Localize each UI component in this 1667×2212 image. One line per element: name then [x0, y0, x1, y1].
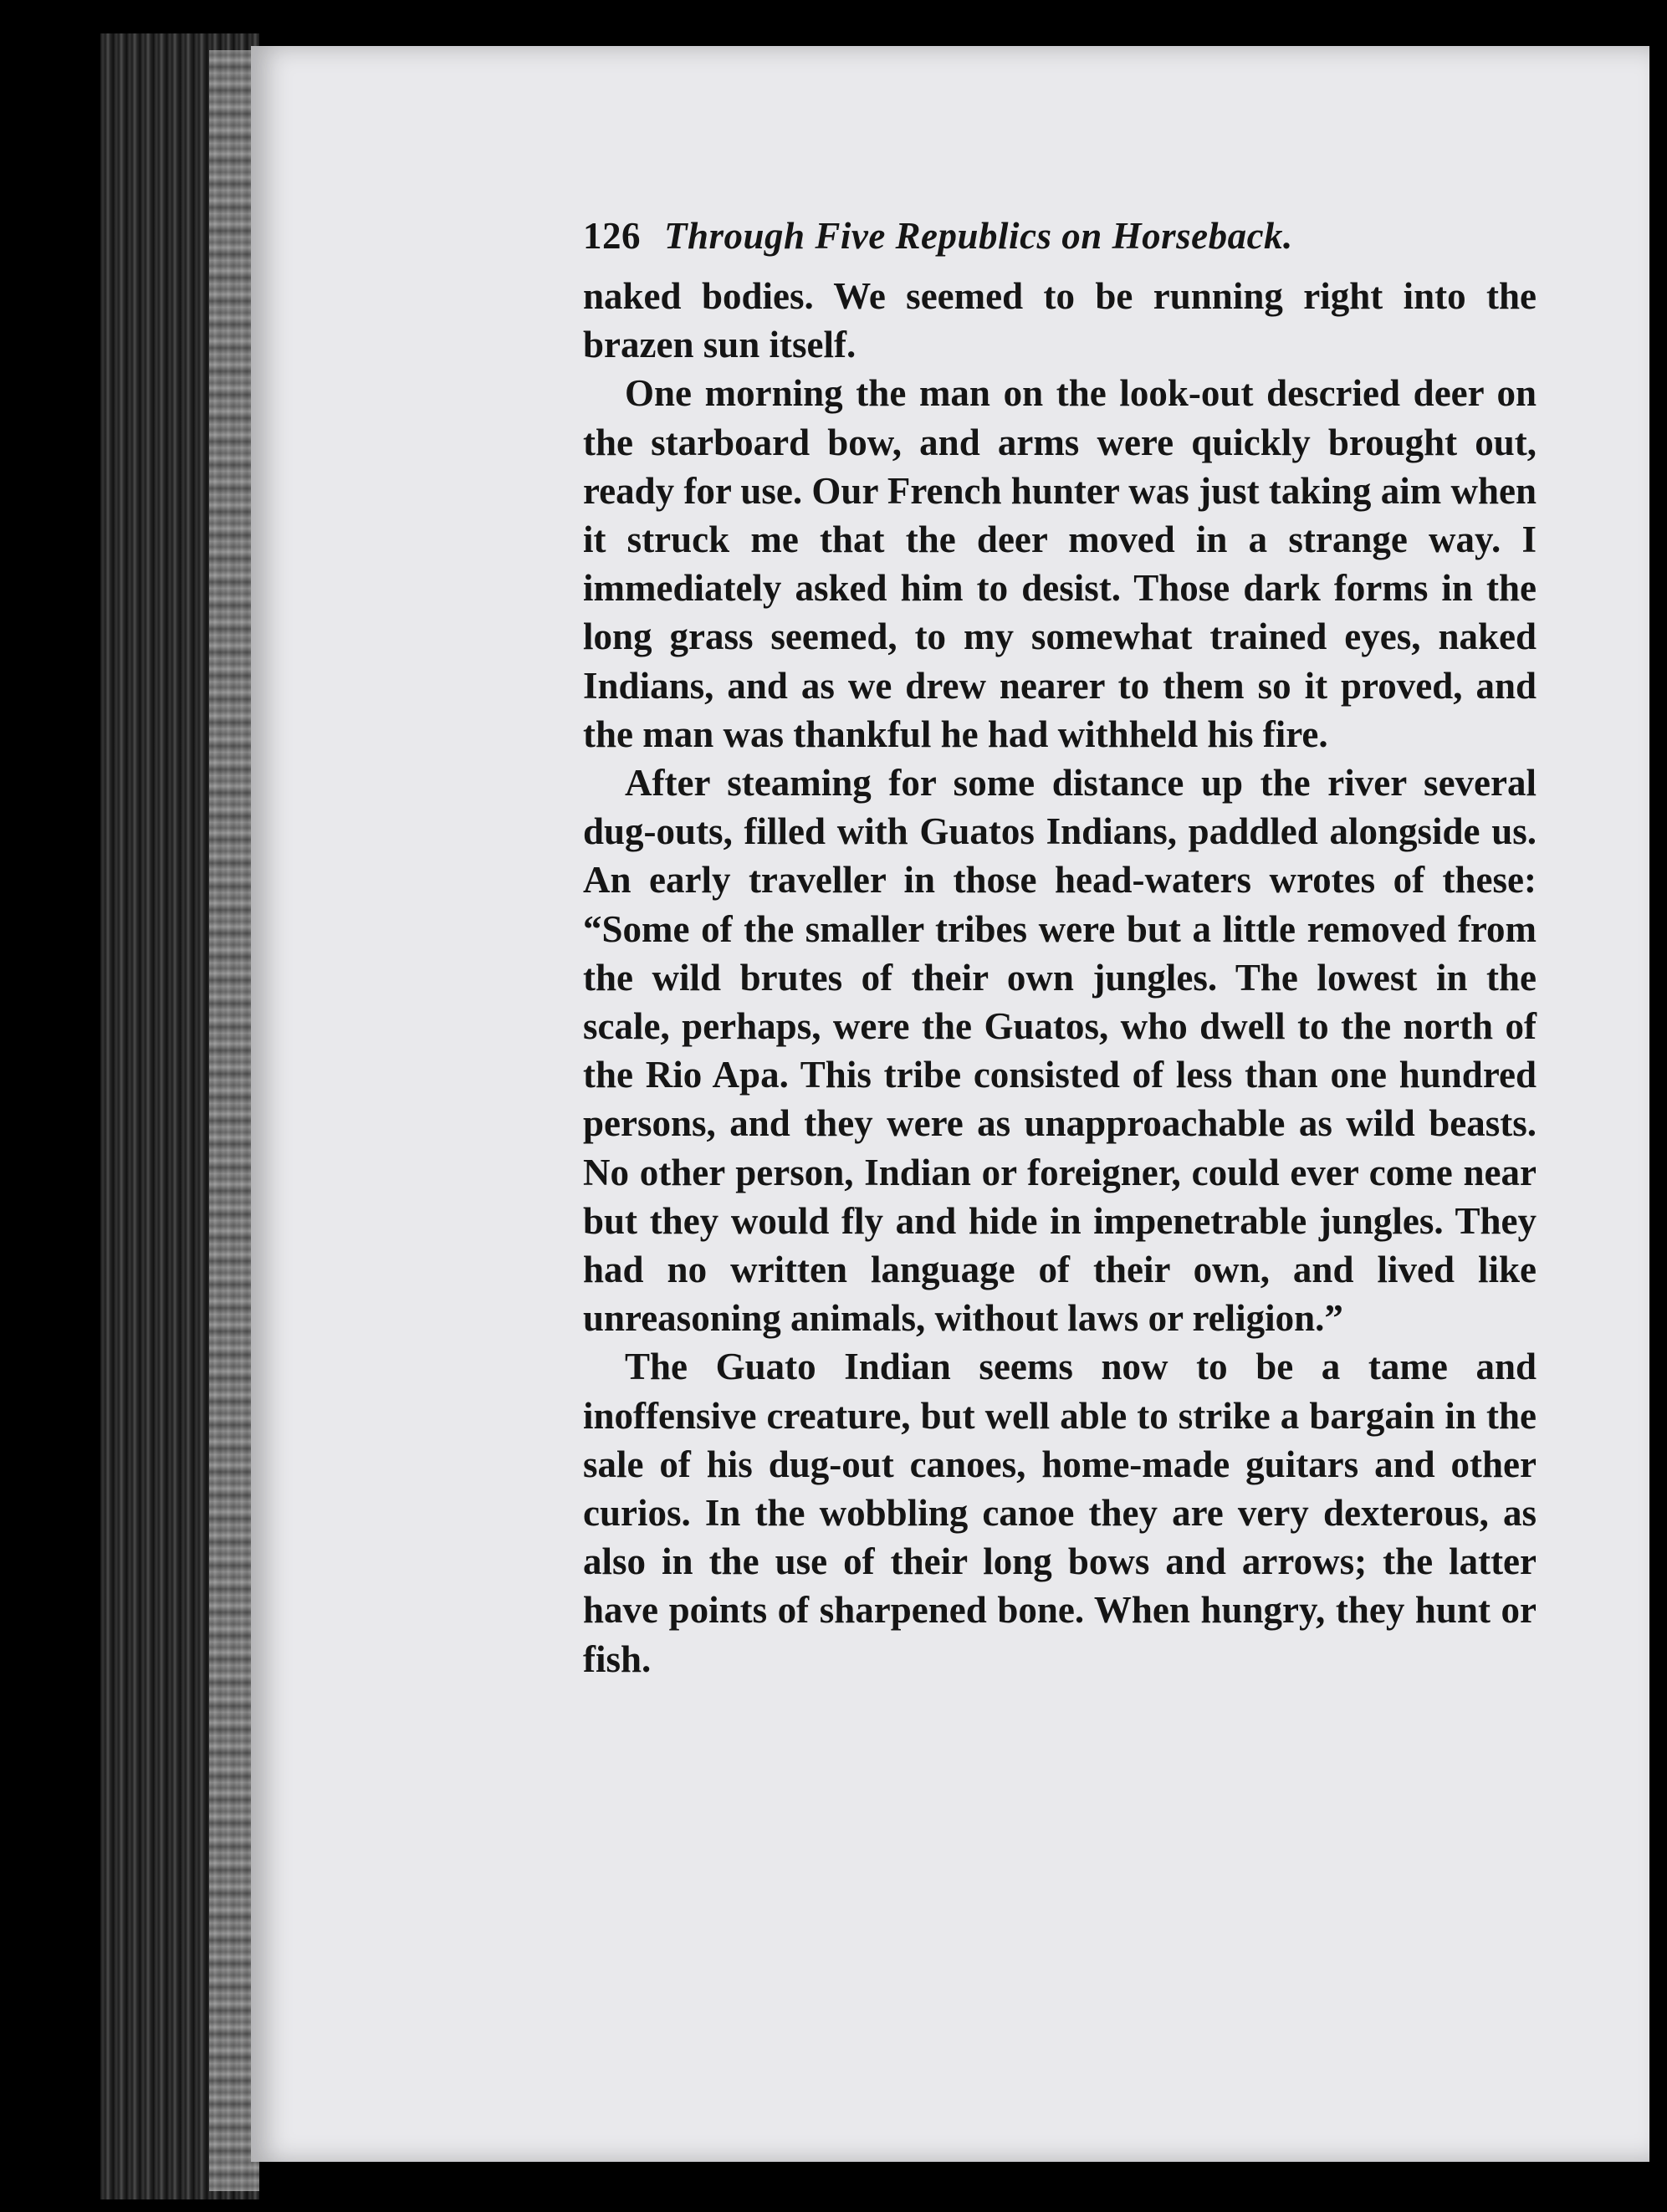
page-content	[583, 207, 1537, 1683]
paragraph: After steaming for some distance up the river several dug-outs, filled with Guatos Indians, paddled alongside us. An early traveller in those head-waters wrotes of these: “Some of the smaller tribes were but a little removed from the wild brutes of their own jungles. The lowest in the scale, perhaps, were the Guatos, who dwell to the north of the Rio Apa. This tribe consisted of less than one hundred persons, and they were as unapproachable as wild beasts. No other person, Indian or foreigner, could ever come near but they would fly and hide in impenetrable jungles. They had no written language of their own, and lived like unreasoning animals, without laws or religion.”	[583, 762, 1537, 1340]
running-title: Through Five Republics on Horseback.	[664, 215, 1293, 257]
paragraph: naked bodies. We seemed to be running right into the brazen sun itself.	[583, 275, 1537, 366]
book-page	[251, 46, 1649, 2162]
paragraph: The Guato Indian seems now to be a tame and inoffensive creature, but well able to strike a bargain in the sale of his dug-out canoes, home-made guitars and other curios. In the wobbling canoe they are very dexterous, as also in the use of their long bows and arrows; the latter have points of sharpened bone. When hungry, they hunt or fish.	[583, 1346, 1537, 1680]
paragraph: One morning the man on the look-out descried deer on the starboard bow, and arms were quickly brought out, ready for use. Our French hunter was just taking aim when it struck me that the deer moved in a strange way. I immediately asked him to desist. Those dark forms in the long grass seemed, to my somewhat trained eyes, naked Indians, and as we drew nearer to them so it proved, and the man was thankful he had withheld his fire.	[583, 372, 1537, 755]
body-text	[583, 272, 1537, 1683]
page-number: 126	[583, 215, 641, 257]
running-header	[583, 207, 1537, 265]
